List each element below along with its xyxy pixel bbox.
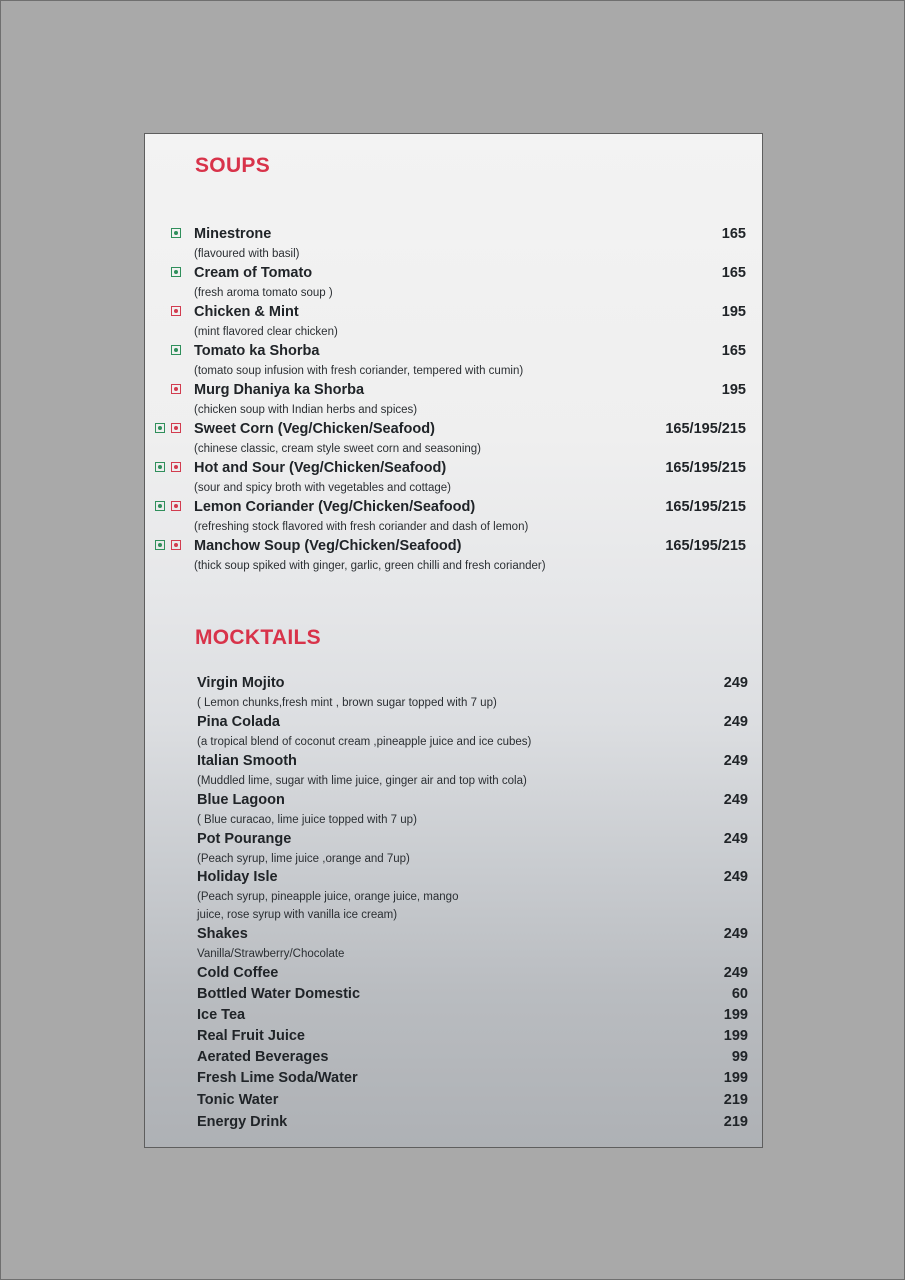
nonveg-mark-icon <box>171 462 181 472</box>
item-price: 249 <box>723 792 748 808</box>
item-price: 165 <box>721 226 746 242</box>
item-price: 165/195/215 <box>665 538 746 554</box>
item-price: 249 <box>723 869 748 885</box>
item-name: Virgin Mojito <box>197 675 285 691</box>
item-name: Real Fruit Juice <box>197 1028 305 1044</box>
item-name: Pina Colada <box>197 714 280 730</box>
item-name: Holiday Isle <box>197 869 278 885</box>
item-price: 219 <box>723 1092 748 1108</box>
item-price: 249 <box>723 714 748 730</box>
item-description: ( Lemon chunks,fresh mint , brown sugar topped with 7 up) <box>197 697 497 709</box>
menu-card <box>144 133 763 1148</box>
item-price: 219 <box>723 1114 748 1130</box>
item-name: Minestrone <box>194 226 272 242</box>
nonveg-mark-icon <box>171 306 181 316</box>
item-name: Chicken & Mint <box>194 304 299 320</box>
item-name: Bottled Water Domestic <box>197 986 361 1002</box>
soups-heading: SOUPS <box>195 154 271 177</box>
item-name: Blue Lagoon <box>197 792 285 808</box>
item-name: Energy Drink <box>197 1114 288 1130</box>
item-price: 165/195/215 <box>665 460 746 476</box>
item-price: 195 <box>721 304 746 320</box>
mocktails-heading: MOCKTAILS <box>195 626 321 649</box>
item-price: 165 <box>721 343 746 359</box>
item-name: Italian Smooth <box>197 753 297 769</box>
item-price: 249 <box>723 926 748 942</box>
item-price: 195 <box>721 382 746 398</box>
item-price: 249 <box>723 831 748 847</box>
item-description: (Muddled lime, sugar with lime juice, ginger air and top with cola) <box>197 775 527 787</box>
item-description-continued: juice, rose syrup with vanilla ice cream) <box>197 909 398 921</box>
item-name: Sweet Corn (Veg/Chicken/Seafood) <box>194 421 435 437</box>
item-name: Tonic Water <box>197 1092 279 1108</box>
item-description: (refreshing stock flavored with fresh coriander and dash of lemon) <box>194 521 529 533</box>
item-name: Shakes <box>197 926 248 942</box>
item-price: 165 <box>721 265 746 281</box>
item-name: Aerated Beverages <box>197 1049 329 1065</box>
item-price: 199 <box>723 1028 748 1044</box>
item-price: 199 <box>723 1007 748 1023</box>
veg-mark-icon <box>171 228 181 238</box>
item-description: (chinese classic, cream style sweet corn and seasoning) <box>194 443 481 455</box>
item-name: Pot Pourange <box>197 831 292 847</box>
veg-mark-icon <box>171 267 181 277</box>
item-price: 199 <box>723 1070 748 1086</box>
veg-mark-icon <box>171 345 181 355</box>
item-description: (Peach syrup, lime juice ,orange and 7up) <box>197 853 410 865</box>
item-name: Cream of Tomato <box>194 265 313 281</box>
nonveg-mark-icon <box>171 423 181 433</box>
item-name: Fresh Lime Soda/Water <box>197 1070 358 1086</box>
veg-mark-icon <box>155 462 165 472</box>
item-name: Lemon Coriander (Veg/Chicken/Seafood) <box>194 499 476 515</box>
item-description: (flavoured with basil) <box>194 248 300 260</box>
item-name: Cold Coffee <box>197 965 279 981</box>
veg-mark-icon <box>155 501 165 511</box>
nonveg-mark-icon <box>171 540 181 550</box>
item-description: (chicken soup with Indian herbs and spices) <box>194 404 418 416</box>
item-price: 99 <box>731 1049 748 1065</box>
nonveg-mark-icon <box>171 501 181 511</box>
item-description: (tomato soup infusion with fresh coriander, tempered with cumin) <box>194 365 524 377</box>
item-description: (sour and spicy broth with vegetables and cottage) <box>194 482 451 494</box>
veg-mark-icon <box>155 540 165 550</box>
item-price: 165/195/215 <box>665 499 746 515</box>
item-name: Tomato ka Shorba <box>194 343 320 359</box>
item-description: Vanilla/Strawberry/Chocolate <box>197 948 345 960</box>
item-price: 249 <box>723 965 748 981</box>
item-description: (mint flavored clear chicken) <box>194 326 338 338</box>
item-description: (a tropical blend of coconut cream ,pineapple juice and ice cubes) <box>197 736 532 748</box>
item-price: 60 <box>731 986 748 1002</box>
item-description: ( Blue curacao, lime juice topped with 7 up) <box>197 814 417 826</box>
item-name: Ice Tea <box>197 1007 246 1023</box>
item-description: (thick soup spiked with ginger, garlic, green chilli and fresh coriander) <box>194 560 546 572</box>
nonveg-mark-icon <box>171 384 181 394</box>
item-price: 165/195/215 <box>665 421 746 437</box>
item-description: (Peach syrup, pineapple juice, orange juice, mango <box>197 891 459 903</box>
item-price: 249 <box>723 675 748 691</box>
item-description: (fresh aroma tomato soup ) <box>194 287 333 299</box>
item-name: Hot and Sour (Veg/Chicken/Seafood) <box>194 460 447 476</box>
item-name: Manchow Soup (Veg/Chicken/Seafood) <box>194 538 462 554</box>
item-name: Murg Dhaniya ka Shorba <box>194 382 365 398</box>
veg-mark-icon <box>155 423 165 433</box>
item-price: 249 <box>723 753 748 769</box>
